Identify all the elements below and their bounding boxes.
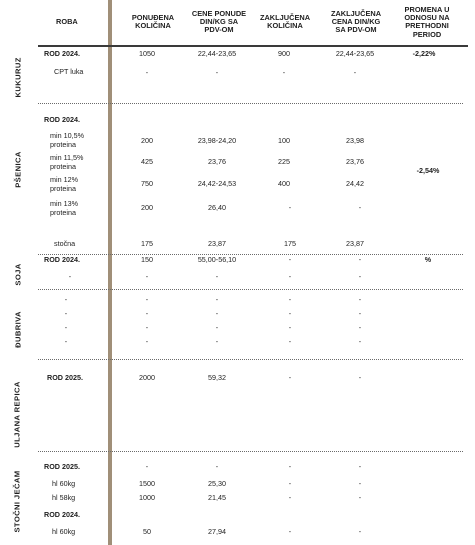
jecam-rod2025-zk: - xyxy=(288,462,292,471)
djubriva-r2-zc: - xyxy=(358,309,362,318)
soja-zk: - xyxy=(288,255,292,264)
kukuruz-zc: 22,44-23,65 xyxy=(335,49,375,58)
djubriva-r3-cena: - xyxy=(215,323,219,332)
djubriva-r3-ponudjena: - xyxy=(145,323,149,332)
section-stocni-jecam: STOČNI JEČAM xyxy=(12,470,22,533)
cpt-luka-label: CPT luka xyxy=(54,67,84,76)
cpt-zk: - xyxy=(282,68,286,77)
kukuruz-ponudjena: 1050 xyxy=(139,49,155,58)
repica-cena: 59,32 xyxy=(208,373,226,382)
djubriva-r2-ponudjena: - xyxy=(145,309,149,318)
kukuruz-promena: -2,22% xyxy=(412,49,436,58)
jecam-hl58-zc: - xyxy=(358,493,362,502)
cpt-zc: - xyxy=(353,68,357,77)
psenica-stocna-cena: 23,87 xyxy=(208,239,226,248)
djubriva-r2-label: - xyxy=(64,309,68,318)
jecam-rod2024-label: ROD 2024. xyxy=(44,510,80,519)
kukuruz-zk: 900 xyxy=(278,49,290,58)
soja-ponudjena: 150 xyxy=(141,255,153,264)
psenica-row4-zc: - xyxy=(358,203,362,212)
soja2-cena: - xyxy=(215,272,219,281)
jecam-rod2025-label: ROD 2025. xyxy=(44,462,80,471)
psenica-row4-label: min 13% proteina xyxy=(50,199,78,217)
soja-zc: - xyxy=(358,255,362,264)
djubriva-r3-label: - xyxy=(64,323,68,332)
psenica-stocna-ponudjena: 175 xyxy=(141,239,153,248)
jecam-hl60-cena: 25,30 xyxy=(208,479,226,488)
djubriva-r1-cena: - xyxy=(215,295,219,304)
jecam2024-hl60-ponudjena: 50 xyxy=(143,527,151,536)
separator-repica xyxy=(38,451,463,452)
djubriva-r4-zk: - xyxy=(288,337,292,346)
psenica-row1-ponudjena: 200 xyxy=(141,136,153,145)
jecam-hl58-label: hl 58kg xyxy=(52,493,76,502)
psenica-row4-cena: 26,40 xyxy=(208,203,226,212)
psenica-rod-label: ROD 2024. xyxy=(44,115,80,124)
psenica-promena: -2,54% xyxy=(416,166,440,175)
soja-cena: 55,00-56,10 xyxy=(197,255,237,264)
soja2-ponudjena: - xyxy=(145,272,149,281)
section-uljana-repica: ULJANA REPICA xyxy=(12,381,22,448)
jecam-rod2025-zc: - xyxy=(358,462,362,471)
header-roba: ROBA xyxy=(56,17,78,26)
soja2-zc: - xyxy=(358,272,362,281)
header-cene-ponude: CENE PONUDE DIN/KG SA PDV-OM xyxy=(191,9,247,35)
jecam-hl60-label: hl 60kg xyxy=(52,479,76,488)
psenica-row2-ponudjena: 425 xyxy=(141,157,153,166)
repica-ponudjena: 2000 xyxy=(139,373,155,382)
soja-promena: % xyxy=(424,255,432,264)
djubriva-r2-cena: - xyxy=(215,309,219,318)
separator-djubriva xyxy=(38,359,463,360)
djubriva-r1-zk: - xyxy=(288,295,292,304)
djubriva-r4-label: - xyxy=(64,337,68,346)
jecam-rod2025-ponudjena: - xyxy=(145,462,149,471)
psenica-stocna-label: stočna xyxy=(54,239,76,248)
section-djubriva: ĐUBRIVA xyxy=(13,311,23,348)
djubriva-r2-zk: - xyxy=(288,309,292,318)
psenica-row1-cena: 23,98-24,20 xyxy=(197,136,237,145)
jecam-rod2025-cena: - xyxy=(215,462,219,471)
separator-soja xyxy=(38,289,463,290)
repica-zk: - xyxy=(288,373,292,382)
djubriva-r3-zc: - xyxy=(358,323,362,332)
column-separator xyxy=(108,0,112,545)
psenica-row2-label: min 11,5% proteina xyxy=(50,153,84,171)
djubriva-r1-label: - xyxy=(64,295,68,304)
jecam-hl58-ponudjena: 1000 xyxy=(139,493,155,502)
psenica-stocna-zk: 175 xyxy=(284,239,296,248)
kukuruz-rod-label: ROD 2024. xyxy=(44,49,80,58)
jecam2024-hl60-label: hl 60kg xyxy=(52,527,76,536)
separator-kukuruz xyxy=(38,103,463,104)
djubriva-r4-ponudjena: - xyxy=(145,337,149,346)
section-psenica: PŠENICA xyxy=(13,151,23,188)
soja2-zk: - xyxy=(288,272,292,281)
soja-rod-label: ROD 2024. xyxy=(44,255,80,264)
djubriva-r1-zc: - xyxy=(358,295,362,304)
jecam2024-hl60-cena: 27,94 xyxy=(208,527,226,536)
header-rule xyxy=(38,45,468,47)
header-zakljucena-cena: ZAKLJUČENA CENA DIN/KG SA PDV-OM xyxy=(330,9,382,35)
cpt-ponudjena: - xyxy=(145,68,149,77)
psenica-row2-cena: 23,76 xyxy=(208,157,226,166)
jecam2024-hl60-zc: - xyxy=(358,527,362,536)
repica-rod-label: ROD 2025. xyxy=(47,373,83,382)
jecam-hl60-zc: - xyxy=(358,479,362,488)
section-kukuruz: KUKURUZ xyxy=(13,57,23,98)
jecam-hl58-zk: - xyxy=(288,493,292,502)
header-zakljucena-kolicina: ZAKLJUČENA KOLIČINA xyxy=(259,13,311,31)
header-promena: PROMENA U ODNOSU NA PRETHODNI PERIOD xyxy=(404,5,450,39)
psenica-row4-ponudjena: 200 xyxy=(141,203,153,212)
jecam-hl60-ponudjena: 1500 xyxy=(139,479,155,488)
psenica-row3-ponudjena: 750 xyxy=(141,179,153,188)
psenica-row3-zc: 24,42 xyxy=(346,179,364,188)
psenica-row3-label: min 12% proteina xyxy=(50,175,78,193)
jecam-hl60-zk: - xyxy=(288,479,292,488)
psenica-stocna-zc: 23,87 xyxy=(346,239,364,248)
section-soja: SOJA xyxy=(13,263,23,286)
psenica-row1-label: min 10,5% proteina xyxy=(50,131,84,149)
jecam2024-hl60-zk: - xyxy=(288,527,292,536)
djubriva-r1-ponudjena: - xyxy=(145,295,149,304)
psenica-row2-zc: 23,76 xyxy=(346,157,364,166)
header-ponudjena-kolicina: PONUĐENA KOLIČINA xyxy=(131,13,175,31)
psenica-row3-cena: 24,42-24,53 xyxy=(197,179,237,188)
psenica-row2-zk: 225 xyxy=(278,157,290,166)
repica-zc: - xyxy=(358,373,362,382)
separator-psenica xyxy=(38,254,463,255)
jecam-hl58-cena: 21,45 xyxy=(208,493,226,502)
psenica-row1-zc: 23,98 xyxy=(346,136,364,145)
cpt-cena: - xyxy=(215,68,219,77)
soja2-label: - xyxy=(68,272,72,281)
psenica-row4-zk: - xyxy=(288,203,292,212)
psenica-row3-zk: 400 xyxy=(278,179,290,188)
djubriva-r3-zk: - xyxy=(288,323,292,332)
djubriva-r4-zc: - xyxy=(358,337,362,346)
kukuruz-cena: 22,44-23,65 xyxy=(197,49,237,58)
psenica-row1-zk: 100 xyxy=(278,136,290,145)
djubriva-r4-cena: - xyxy=(215,337,219,346)
